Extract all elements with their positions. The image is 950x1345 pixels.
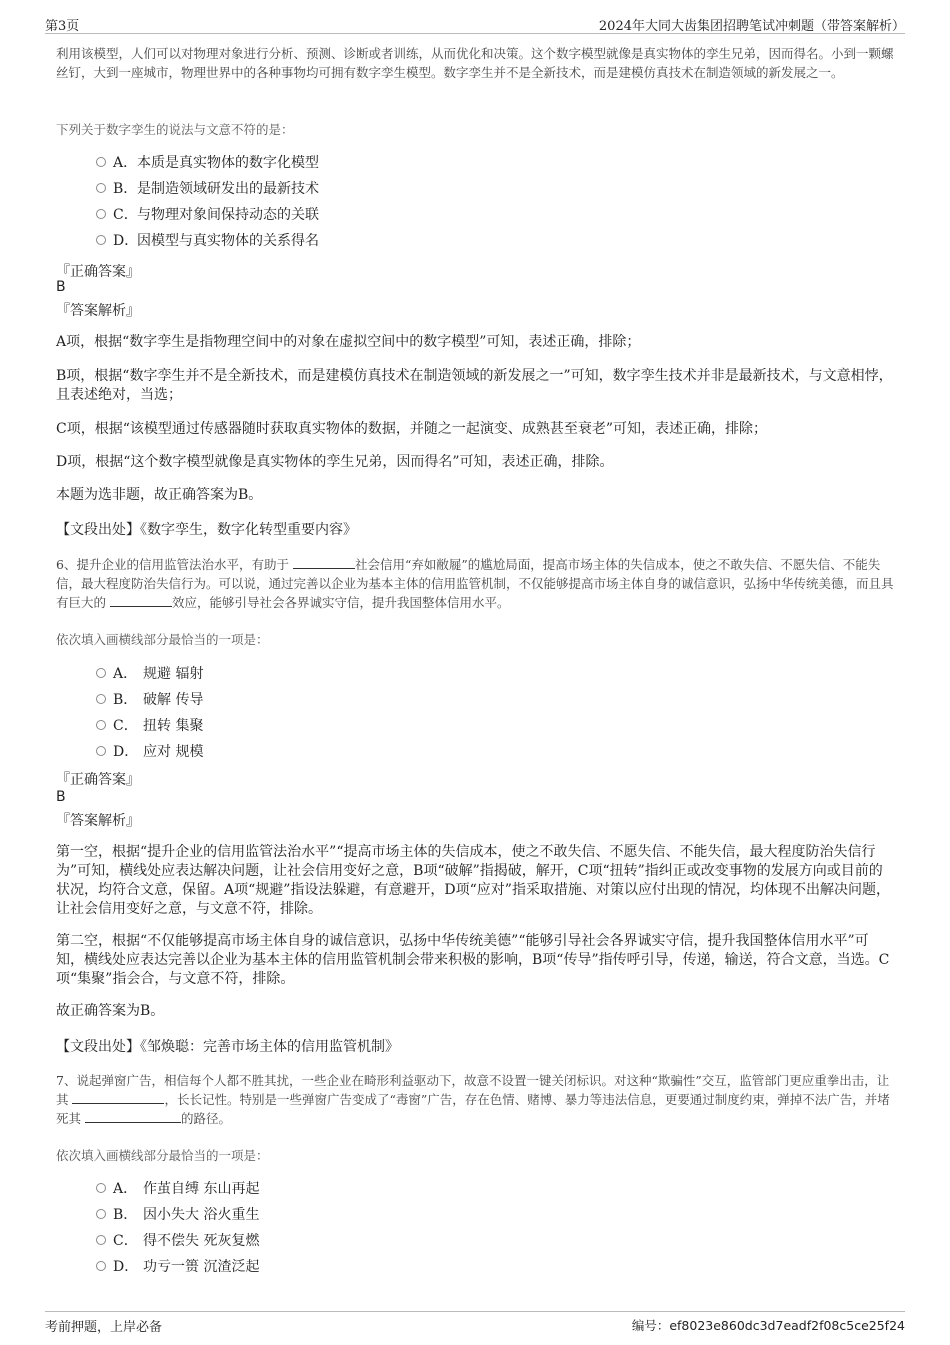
q6-answer: B: [56, 789, 66, 805]
q7-option-d[interactable]: D． 功亏一篑 沉渣泛起: [96, 1257, 259, 1277]
q6-answer-label: 『正确答案』: [56, 772, 140, 788]
radio-icon[interactable]: [96, 183, 106, 193]
radio-icon[interactable]: [96, 746, 106, 756]
q5-source: 【文段出处】《数字孪生，数字化转型重要内容》: [56, 522, 357, 538]
q7-question: 依次填入画横线部分最恰当的一项是：: [56, 1148, 269, 1163]
q5-question: 下列关于数字孪生的说法与文意不符的是：: [56, 122, 294, 137]
q5-analysis-a: A项，根据“数字孪生是指物理空间中的对象在虚拟空间中的数字模型”可知，表述正确，排除；: [56, 334, 641, 350]
q5-answer: B: [56, 279, 66, 295]
radio-icon[interactable]: [96, 1183, 106, 1193]
q5-passage: 利用该模型，人们可以对物理对象进行分析、预测、诊断或者训练，从而优化和决策。这个数字模型就像是真实物体的孪生兄弟，因而得名。小到一颗螺丝钉，大到一座城市，物理世界中的各种事物均可拥有数字孪生模型。数字孪生并不是全新技术，而是建模仿真技术在制造领域的新发展之一。: [56, 46, 894, 80]
radio-icon[interactable]: [96, 668, 106, 678]
q6-stem: 6、提升企业的信用监管法治水平，有助于 社会信用“弃如敝屣”的尴尬局面，提高市场主体的失信成本，使之不敢失信、不愿失信、不能失信，最大程度防治失信行为。可以说，通过完善以企业为基本主体的信用监管机制，不仅能够提高市场主体自身的诚信意识，弘扬中华传统美德，而且具有巨大的 效应，能够引导社会各界诚实守信，提升我国整体信用水平。: [56, 557, 894, 610]
q7-stem: 7、说起弹窗广告，相信每个人都不胜其扰，一些企业在畸形利益驱动下，故意不设置一键关闭标识。对这种“欺骗性”交互，监管部门更应重拳出击，让其 ，长长记性。特别是一些弹窗广告变成了“毒窗”广告，存在色情、赌博、暴力等违法信息，更要通过制度约束，弹掉不法广告，并堵死其 的路径。: [56, 1073, 890, 1126]
q7-option-c[interactable]: C． 得不偿失 死灰复燃: [96, 1231, 259, 1251]
q5-analysis-c: C项，根据“该模型通过传感器随时获取真实物体的数据，并随之一起演变、成熟甚至衰老”可知，表述正确，排除；: [56, 421, 768, 437]
q5-option-c[interactable]: C．与物理对象间保持动态的关联: [96, 205, 319, 225]
q5-option-d[interactable]: D．因模型与真实物体的关系得名: [96, 231, 319, 251]
q7-option-b[interactable]: B． 因小失大 浴火重生: [96, 1205, 259, 1225]
q5-analysis-b: B项，根据“数字孪生并不是全新技术，而是建模仿真技术在制造领域的新发展之一”可知，数字孪生技术并非是最新技术，与文意相悖，且表述绝对，当选；: [56, 368, 893, 403]
q6-source: 【文段出处】《邹焕聪：完善市场主体的信用监管机制》: [56, 1039, 399, 1055]
fill-blank: [293, 557, 355, 569]
page-header: [45, 14, 905, 34]
q5-analysis-conclusion: 本题为选非题，故正确答案为B。: [56, 487, 263, 503]
fill-blank: [85, 1111, 181, 1123]
q6-analysis-label: 『答案解析』: [56, 813, 140, 829]
radio-icon[interactable]: [96, 694, 106, 704]
fill-blank: [72, 1092, 164, 1104]
radio-icon[interactable]: [96, 157, 106, 167]
q5-answer-label: 『正确答案』: [56, 264, 140, 280]
q5-option-a[interactable]: A．本质是真实物体的数字化模型: [96, 153, 319, 173]
q5-option-b[interactable]: B．是制造领域研发出的最新技术: [96, 179, 319, 199]
q6-option-b[interactable]: B． 破解 传导: [96, 690, 203, 710]
q6-analysis-conclusion: 故正确答案为B。: [56, 1003, 165, 1019]
radio-icon[interactable]: [96, 1261, 106, 1271]
footer-slogan: 考前押题，上岸必备: [45, 1320, 163, 1335]
q6-option-a[interactable]: A． 规避 辐射: [96, 664, 203, 684]
q6-analysis-second-blank: 第二空，根据“不仅能够提高市场主体自身的诚信意识，弘扬中华传统美德”“能够引导社会各界诚实守信，提升我国整体信用水平”可知，横线处应表达完善以企业为基本主体的信用监管机制会带来积极的影响，B项“传导”指传呼引导，传递，输送，符合文意，当选。C项“集聚”指会合，与文意不符，排除。: [56, 933, 890, 987]
page-footer: [45, 1311, 905, 1333]
page-number: 第3页: [45, 19, 80, 34]
radio-icon[interactable]: [96, 235, 106, 245]
radio-icon[interactable]: [96, 209, 106, 219]
q6-question: 依次填入画横线部分最恰当的一项是：: [56, 632, 269, 647]
q6-option-c[interactable]: C． 扭转 集聚: [96, 716, 203, 736]
radio-icon[interactable]: [96, 1235, 106, 1245]
fill-blank: [110, 595, 172, 607]
q5-analysis-d: D项，根据“这个数字模型就像是真实物体的孪生兄弟，因而得名”可知，表述正确，排除。: [56, 454, 614, 470]
document-id: 编号：ef8023e860dc3d7eadf2f08c5ce25f24: [631, 1318, 905, 1333]
q5-analysis-label: 『答案解析』: [56, 303, 140, 319]
q7-option-a[interactable]: A． 作茧自缚 东山再起: [96, 1179, 259, 1199]
q6-analysis-first-blank: 第一空，根据“提升企业的信用监管法治水平”“提高市场主体的失信成本，使之不敢失信、不愿失信、不能失信，最大程度防治失信行为”可知，横线处应表达解决问题，让社会信用变好之意，B项“破解”指揭破，解开，C项“扭转”指纠正或改变事物的发展方向或目前的状况，均符合文意，保留。A项“规避”指设法躲避，有意避开，D项“应对”指采取措施、对策以应付出现的情况，均体现不出解决问题，让社会信用变好之意，与文意不符，排除。: [56, 844, 890, 917]
radio-icon[interactable]: [96, 720, 106, 730]
radio-icon[interactable]: [96, 1209, 106, 1219]
document-title: 2024年大同大齿集团招聘笔试冲刺题（带答案解析）: [598, 19, 905, 34]
q6-option-d[interactable]: D． 应对 规模: [96, 742, 203, 762]
